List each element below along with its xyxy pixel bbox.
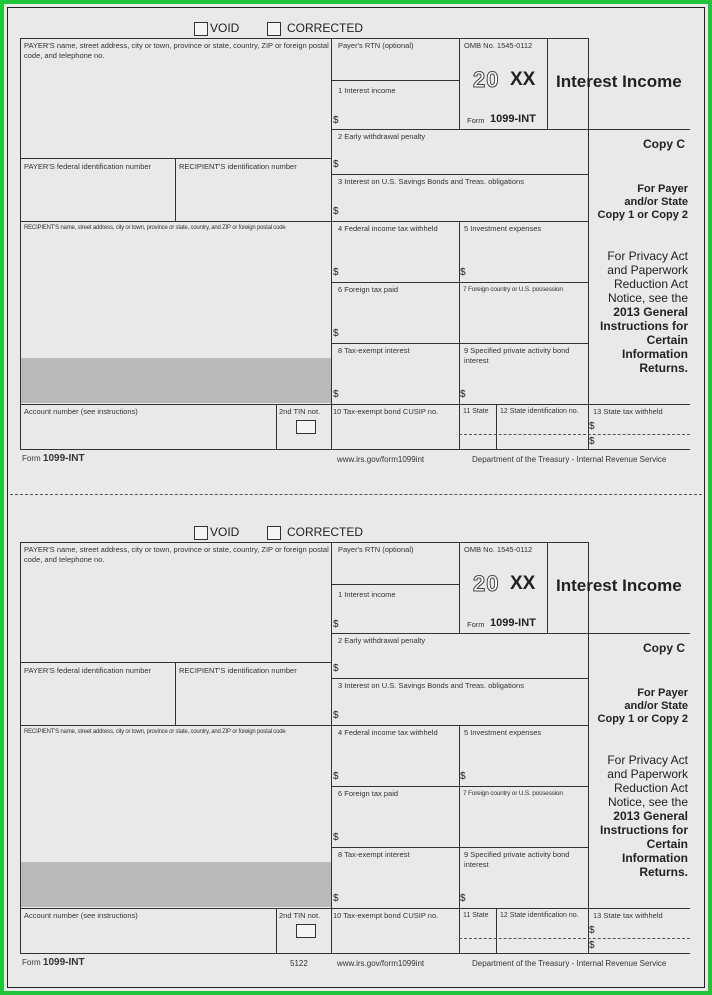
box7-field[interactable] [462, 801, 585, 845]
box3-dollar: $ [333, 710, 339, 721]
for-payer-text: For Payer and/or State Copy 1 or Copy 2 [597, 687, 688, 725]
box1-field[interactable] [342, 600, 456, 632]
box5-dollar: $ [460, 267, 466, 278]
form-number: 1099-INT [490, 617, 536, 629]
box9-dollar: $ [460, 389, 466, 400]
privacy-notice: For Privacy Act and Paperwork Reduction Act Notice, see the 2013 General Instructions for Certain Information Returns. [599, 753, 688, 879]
recipient-name-label: RECIPIENT'S name, street address, city or town, province or state, country, and ZIP or foreign postal code [24, 225, 286, 231]
box3-dollar: $ [333, 206, 339, 217]
box6-label: 6 Foreign tax paid [338, 285, 399, 294]
box10-label: 10 Tax-exempt bond CUSIP no. [333, 911, 439, 920]
cut-line [10, 494, 702, 495]
omb-number: OMB No. 1545-0112 [464, 41, 533, 50]
copy-label: Copy C [643, 137, 685, 151]
box9-label: 9 Specified private activity bond interest [464, 346, 570, 365]
corrected-checkbox[interactable] [267, 526, 281, 540]
form-label: Form [467, 620, 485, 629]
box4-label: 4 Federal income tax withheld [338, 224, 438, 233]
payer-rtn-label: Payer's RTN (optional) [338, 41, 414, 50]
box8-field[interactable] [342, 870, 456, 906]
year-suffix: XX [510, 69, 536, 90]
box5-label: 5 Investment expenses [464, 224, 542, 233]
box13-dollar-1: $ [589, 925, 595, 936]
tin2-checkbox[interactable] [296, 924, 316, 938]
box13-field[interactable] [597, 922, 687, 952]
box6-dollar: $ [333, 328, 339, 339]
box6-label: 6 Foreign tax paid [338, 789, 399, 798]
box6-dollar: $ [333, 832, 339, 843]
box1-label: 1 Interest income [338, 590, 396, 599]
box10-field[interactable] [334, 418, 457, 448]
footer-form: Form 1099-INT [22, 957, 85, 968]
recipient-tin-field[interactable] [178, 679, 328, 723]
void-label: VOID [210, 525, 240, 539]
tin2-label: 2nd TIN not. [279, 911, 321, 920]
account-field[interactable] [22, 922, 274, 952]
box1-dollar: $ [333, 619, 339, 630]
box13-dollar-1: $ [589, 421, 595, 432]
payer-name-field[interactable] [22, 62, 328, 157]
box13-dollar-2: $ [589, 436, 595, 447]
box1-field[interactable] [342, 96, 456, 128]
box1-label: 1 Interest income [338, 86, 396, 95]
box5-label: 5 Investment expenses [464, 728, 542, 737]
box9-field[interactable] [469, 366, 585, 402]
void-checkbox[interactable] [194, 22, 208, 36]
box8-dollar: $ [333, 893, 339, 904]
footer-url[interactable]: www.irs.gov/form1099int [337, 959, 425, 968]
corrected-label: CORRECTED [287, 21, 364, 35]
box12-label: 12 State identification no. [500, 912, 579, 919]
box4-field[interactable] [342, 236, 456, 280]
year-prefix: 20 [473, 571, 500, 596]
box5-field[interactable] [469, 236, 585, 280]
box12-label: 12 State identification no. [500, 408, 579, 415]
form-title: Interest Income [556, 72, 682, 91]
box6-field[interactable] [342, 801, 456, 845]
tin2-checkbox[interactable] [296, 420, 316, 434]
box8-label: 8 Tax-exempt interest [338, 346, 410, 355]
tin2-label: 2nd TIN not. [279, 407, 321, 416]
footer-form: Form 1099-INT [22, 453, 85, 464]
form-label: Form [467, 116, 485, 125]
box13-label: 13 State tax withheld [593, 911, 663, 920]
box4-dollar: $ [333, 771, 339, 782]
payer-tin-label: PAYER'S federal identification number [24, 666, 152, 675]
account-label: Account number (see instructions) [24, 407, 138, 416]
for-payer-text: For Payer and/or State Copy 1 or Copy 2 [597, 183, 688, 221]
box8-field[interactable] [342, 366, 456, 402]
box12-field[interactable] [498, 418, 586, 448]
recipient-tin-field[interactable] [178, 175, 328, 219]
box13-dollar-2: $ [589, 940, 595, 951]
box7-label: 7 Foreign country or U.S. possession [463, 286, 563, 293]
box11-label: 11 State [463, 912, 489, 919]
box2-label: 2 Early withdrawal penalty [338, 132, 426, 141]
shaded-area [21, 862, 331, 907]
form-copy-2 [0, 504, 712, 974]
privacy-notice: For Privacy Act and Paperwork Reduction Act Notice, see the 2013 General Instructions for Certain Information Returns. [599, 249, 688, 375]
footer-dept: Department of the Treasury - Internal Revenue Service [472, 455, 667, 464]
box11-field[interactable] [461, 418, 494, 448]
box12-field[interactable] [498, 922, 586, 952]
account-label: Account number (see instructions) [24, 911, 138, 920]
box5-dollar: $ [460, 771, 466, 782]
box8-label: 8 Tax-exempt interest [338, 850, 410, 859]
payer-name-label: PAYER'S name, street address, city or town, province or state, country, ZIP or foreign postal code, and telephone no. [24, 545, 329, 564]
year-prefix: 20 [473, 67, 500, 92]
box11-field[interactable] [461, 922, 494, 952]
corrected-label: CORRECTED [287, 525, 364, 539]
box3-field[interactable] [342, 189, 585, 219]
box7-field[interactable] [462, 297, 585, 341]
footer-url[interactable]: www.irs.gov/form1099int [337, 455, 425, 464]
box6-field[interactable] [342, 297, 456, 341]
box2-dollar: $ [333, 159, 339, 170]
box13-label: 13 State tax withheld [593, 407, 663, 416]
corrected-checkbox[interactable] [267, 22, 281, 36]
footer-dept: Department of the Treasury - Internal Revenue Service [472, 959, 667, 968]
year-suffix: XX [510, 573, 536, 594]
form-title: Interest Income [556, 576, 682, 595]
form-number: 1099-INT [490, 113, 536, 125]
shaded-area [21, 358, 331, 403]
box4-field[interactable] [342, 740, 456, 784]
footer-cat-no: 5122 [290, 959, 308, 968]
void-checkbox[interactable] [194, 526, 208, 540]
recipient-tin-label: RECIPIENT'S identification number [179, 666, 297, 675]
box2-field[interactable] [342, 647, 585, 677]
payer-name-label: PAYER'S name, street address, city or town, province or state, country, ZIP or foreign postal code, and telephone no. [24, 41, 329, 60]
box8-dollar: $ [333, 389, 339, 400]
box10-label: 10 Tax-exempt bond CUSIP no. [333, 407, 439, 416]
box11-label: 11 State [463, 408, 489, 415]
box5-field[interactable] [469, 740, 585, 784]
omb-number: OMB No. 1545-0112 [464, 545, 533, 554]
form-copy-1 [0, 0, 712, 470]
payer-tin-label: PAYER'S federal identification number [24, 162, 152, 171]
box3-label: 3 Interest on U.S. Savings Bonds and Treas. obligations [338, 177, 524, 186]
payer-tin-field[interactable] [22, 175, 172, 219]
box7-label: 7 Foreign country or U.S. possession [463, 790, 563, 797]
recipient-name-field[interactable] [22, 740, 328, 860]
box9-dollar: $ [460, 893, 466, 904]
box13-field[interactable] [597, 418, 687, 448]
box3-field[interactable] [342, 693, 585, 723]
payer-name-field[interactable] [22, 566, 328, 661]
payer-rtn-label: Payer's RTN (optional) [338, 545, 414, 554]
copy-label: Copy C [643, 641, 685, 655]
box1-dollar: $ [333, 115, 339, 126]
recipient-name-label: RECIPIENT'S name, street address, city or town, province or state, country, and ZIP or foreign postal code [24, 729, 286, 735]
box9-label: 9 Specified private activity bond interest [464, 850, 570, 869]
box2-dollar: $ [333, 663, 339, 674]
account-field[interactable] [22, 418, 274, 448]
box9-field[interactable] [469, 870, 585, 906]
box4-label: 4 Federal income tax withheld [338, 728, 438, 737]
box4-dollar: $ [333, 267, 339, 278]
box3-label: 3 Interest on U.S. Savings Bonds and Treas. obligations [338, 681, 524, 690]
recipient-name-field[interactable] [22, 236, 328, 356]
recipient-tin-label: RECIPIENT'S identification number [179, 162, 297, 171]
void-label: VOID [210, 21, 240, 35]
box10-field[interactable] [334, 922, 457, 952]
payer-tin-field[interactable] [22, 679, 172, 723]
box2-field[interactable] [342, 143, 585, 173]
box2-label: 2 Early withdrawal penalty [338, 636, 426, 645]
